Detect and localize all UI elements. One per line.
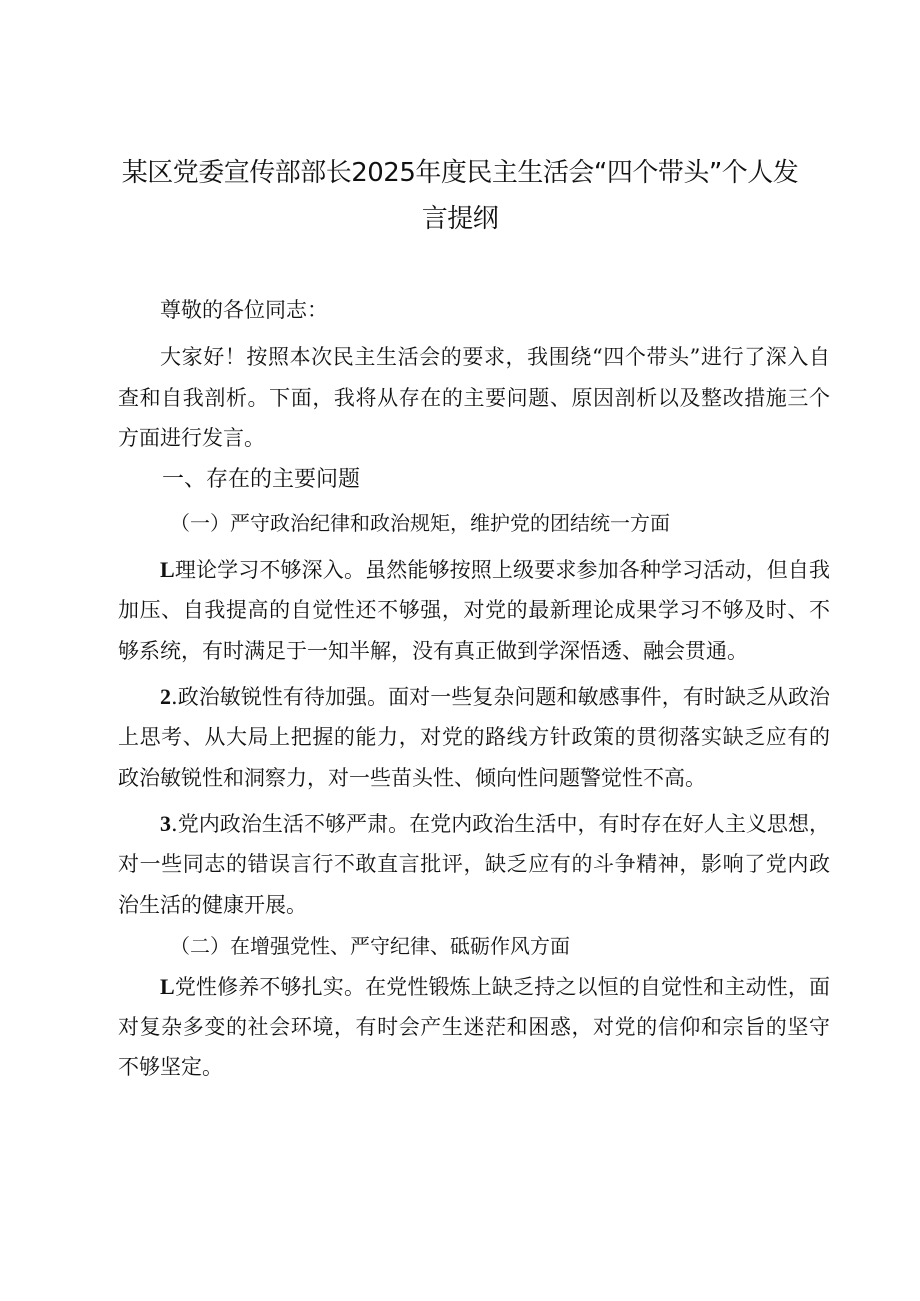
item-text: 党性修养不够扎实。在党性锻炼上缺乏持之以恒的自觉性和主动性，面对复杂多变的社会环境，有时会产生迷茫和困惑，对党的信仰和宗旨的坚守不够坚定。 (118, 974, 830, 1080)
item-political-sensitivity (118, 677, 830, 798)
item-number: 2 (160, 684, 171, 710)
item-number: L (160, 973, 175, 999)
document-title: 某区党委宣传部部长2025年度民主生活会“四个带头”个人发言提纲 (121, 158, 799, 234)
item-party-cultivation (118, 967, 830, 1088)
subsection-heading-party-spirit: （二）在增强党性、严守纪律、砥砺作风方面 (170, 933, 570, 958)
item-number: L (160, 557, 175, 583)
item-text: .党内政治生活不够严肃。在党内政治生活中，有时存在好人主义思想，对一些同志的错误言行不敢直言批评，缺乏应有的斗争精神，影响了党内政治生活的健康开展。 (118, 811, 830, 917)
document-body (118, 290, 830, 1088)
subsection-heading-political-discipline: （一）严守政治纪律和政治规矩，维护党的团结统一方面 (170, 511, 670, 536)
item-theory-study (118, 550, 830, 671)
item-text: 理论学习不够深入。虽然能够按照上级要求参加各种学习活动，但自我加压、自我提高的自觉性还不够强，对党的最新理论成果学习不够及时、不够系统，有时满足于一知半解，没有真正做到学深悟透、融会贯通。 (118, 558, 830, 663)
section-heading-problems: 一、存在的主要问题 (162, 467, 361, 493)
salutation: 尊敬的各位同志： (160, 298, 328, 322)
item-party-political-life (118, 804, 830, 925)
item-number: 3 (160, 810, 171, 836)
intro-paragraph: 大家好！按照本次民主生活会的要求，我围绕“四个带头”进行了深入自查和自我剖析。下面，我将从存在的主要问题、原因剖析以及整改措施三个方面进行发言。 (118, 345, 830, 450)
item-text: .政治敏锐性有待加强。面对一些复杂问题和敏感事件，有时缺乏从政治上思考、从大局上把握的能力，对党的路线方针政策的贯彻落实缺乏应有的政治敏锐性和洞察力，对一些苗头性、倾向性问题警觉性不高。 (118, 685, 830, 790)
